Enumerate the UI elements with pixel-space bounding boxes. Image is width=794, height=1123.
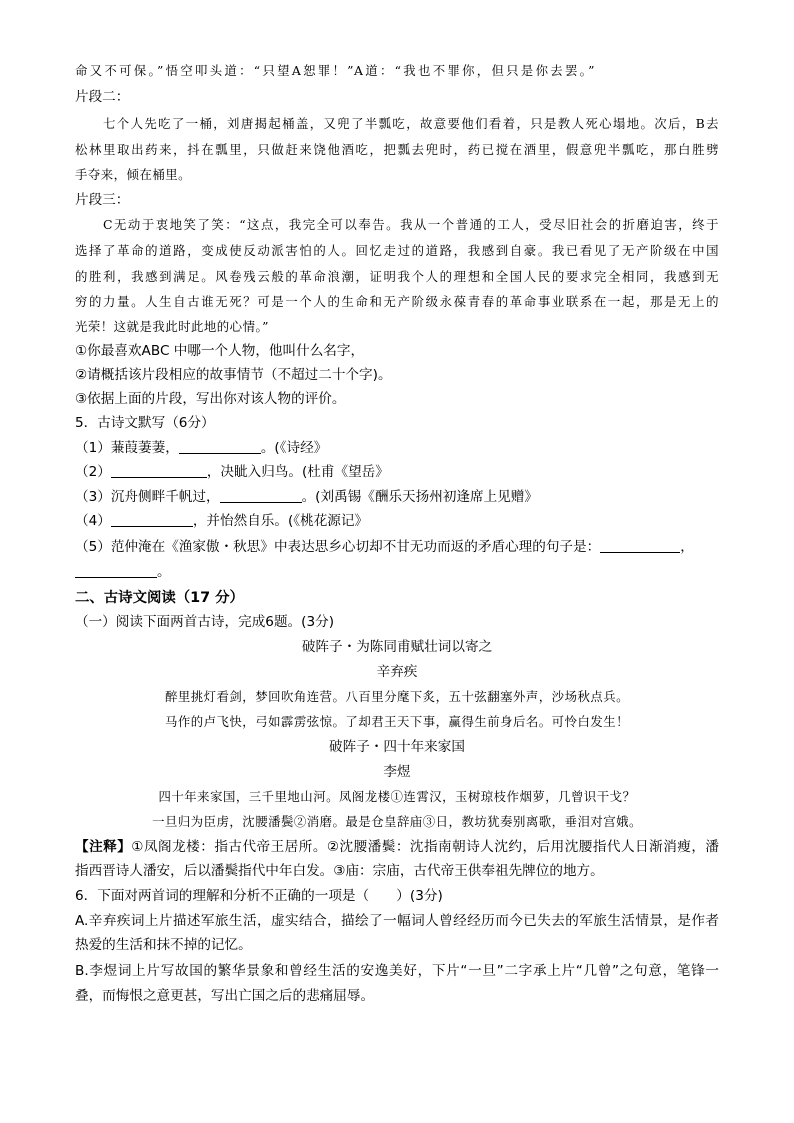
item-number: （5） (75, 539, 111, 555)
fragment2-heading: 片段二： (75, 89, 130, 105)
question5-item-5-cont (75, 562, 171, 582)
question5-item-4 (75, 511, 368, 531)
poem1-author: 辛弃疾 (376, 664, 418, 680)
fragment2-line: 七个人先吃了一桶，刘唐揭起桶盖，又兜了半瓢吃，故意要他们看着，只是教人死心塌地。次后，B去 (103, 116, 719, 131)
item-text-before: 沉舟侧畔千帆过， (110, 489, 220, 505)
question5-item-1 (75, 438, 327, 458)
question6-option-a: A.辛弃疾词上片描述军旅生活，虚实结合，描绘了一幅词人曾经经历而今已失去的军旅生活情景，是作者 (75, 913, 719, 929)
item-number: （2） (75, 464, 111, 480)
excerpt-tail: 命又不可保。”悟空叩头道：“只望A恕罪！”A道：“我也不罪你，但只是你去罢。” (75, 63, 595, 78)
question6-stem: 6．下面对两首词的理解和分析不正确的一项是（ ）(3分) (75, 888, 443, 904)
item-number: （1） (75, 440, 111, 456)
fragment2-line: 手夺来，倾在桶里。 (75, 167, 192, 182)
item-text-after: ， (680, 539, 694, 555)
item-text-after: ，并怡然自乐。(《桃花源记》 (192, 513, 369, 529)
fragment3-line: 穷的力量。人生自古谁无死？可是一个人的生命和无产阶级永葆青春的革命事业联系在一起，那是无上的 (75, 294, 719, 309)
question5-item-3 (75, 487, 538, 507)
answer-blank[interactable] (179, 439, 261, 454)
question5-item-5 (75, 537, 694, 557)
fragment3-heading: 片段三： (75, 192, 130, 208)
fragment3-line: C无动于衷地笑了笑：“这点，我完全可以奉告。我从一个普通的工人，受尽旧社会的折磨迫害，终于 (103, 217, 719, 232)
item-text-after: ，决眦入归鸟。(杜甫《望岳》 (206, 464, 389, 480)
question5-item-2 (75, 462, 389, 482)
question6-option-b: B.李煜词上片写故国的繁华景象和曾经生活的安逸美好，下片“一旦”二字承上片“几曾”之句意，笔锋一 (75, 963, 719, 979)
notes-label: 【注释】 (75, 839, 132, 855)
question6-option-a-cont: 热爱的生活和抹不掉的记忆。 (75, 937, 252, 953)
fragment3-line: 的胜利，我感到满足。风卷残云般的革命浪潮，证明我个人的理想和全国人民的要求完全相同，我感到无 (75, 269, 719, 284)
answer-blank[interactable] (220, 488, 302, 503)
question4-sub1: ①你最喜欢ABC 中哪一个人物，他叫什么名字， (75, 343, 365, 359)
answer-blank[interactable] (75, 563, 157, 578)
poem1-line: 马作的卢飞快，弓如霹雳弦惊。了却君王天下事，赢得生前身后名。可怜白发生！ (164, 714, 630, 729)
question4-sub3: ③依据上面的片段，写出你对该人物的评价。 (75, 391, 346, 407)
answer-blank[interactable] (111, 463, 207, 478)
notes-line2: 指西晋诗人潘安，后以潘鬓指代中年白发。③庙：宗庙，古代帝王供奉祖先牌位的地方。 (75, 863, 604, 879)
poem2-author: 李煜 (383, 764, 411, 780)
item-number: （3） (75, 489, 111, 505)
item-number: （4） (75, 513, 111, 529)
fragment3-line: 选择了革命的道路，变成使反动派害怕的人。回忆走过的道路，我感到自豪。我已看见了无产阶级在中国 (75, 243, 719, 258)
poem1-title: 破阵子・为陈同甫赋壮词以寄之 (301, 639, 493, 655)
poem2-title: 破阵子・四十年来家国 (329, 739, 465, 755)
notes-line1 (75, 837, 719, 857)
section2-part1: （一）阅读下面两首古诗，完成6题。(3分) (75, 614, 334, 630)
notes-text: ①凤阁龙楼：指古代帝王居所。②沈腰潘鬓：沈指南朝诗人沈约，后用沈腰指代人日渐消瘦，潘 (131, 839, 720, 855)
poem2-line: 一旦归为臣虏，沈腰潘鬓②消磨。最是仓皇辞庙③日，教坊犹奏别离歌，垂泪对宫娥。 (152, 814, 642, 829)
poem2-line: 四十年来家国，三千里地山河。凤阁龙楼①连霄汉，玉树琼枝作烟萝，几曾识干戈？ (158, 789, 636, 804)
item-text-before: 范仲淹在《渔家傲・秋思》中表达思乡心切却不甘无功而返的矛盾心理的句子是： (110, 539, 601, 555)
answer-blank[interactable] (600, 538, 680, 553)
item-text-before: 蒹葭萋萋， (110, 440, 179, 456)
fragment3-line: 光荣！这就是我此时此地的心情。” (75, 319, 269, 334)
section2-heading: 二、古诗文阅读（17 分） (75, 590, 244, 606)
answer-blank[interactable] (111, 512, 193, 527)
question5-title: 5．古诗文默写（6分） (75, 415, 215, 431)
fragment2-line: 松林里取出药来，抖在瓢里，只做赶来饶他酒吃，把瓢去兜时，药已搅在酒里，假意兜半瓢吃，那白胜劈 (75, 142, 719, 157)
item-text-after: 。 (157, 564, 171, 580)
item-text-after: 。(刘禹锡《酬乐天扬州初逢席上见赠》 (301, 489, 538, 505)
item-text-after: 。(《诗经》 (260, 440, 328, 456)
question4-sub2: ②请概括该片段相应的故事情节（不超过二十个字)。 (75, 367, 392, 383)
question6-option-b-cont: 叠，而悔恨之意更甚，写出亡国之后的悲痛屈辱。 (75, 988, 375, 1004)
poem1-line: 醉里挑灯看剑，梦回吹角连营。八百里分麾下炙，五十弦翻塞外声，沙场秋点兵。 (164, 689, 630, 704)
